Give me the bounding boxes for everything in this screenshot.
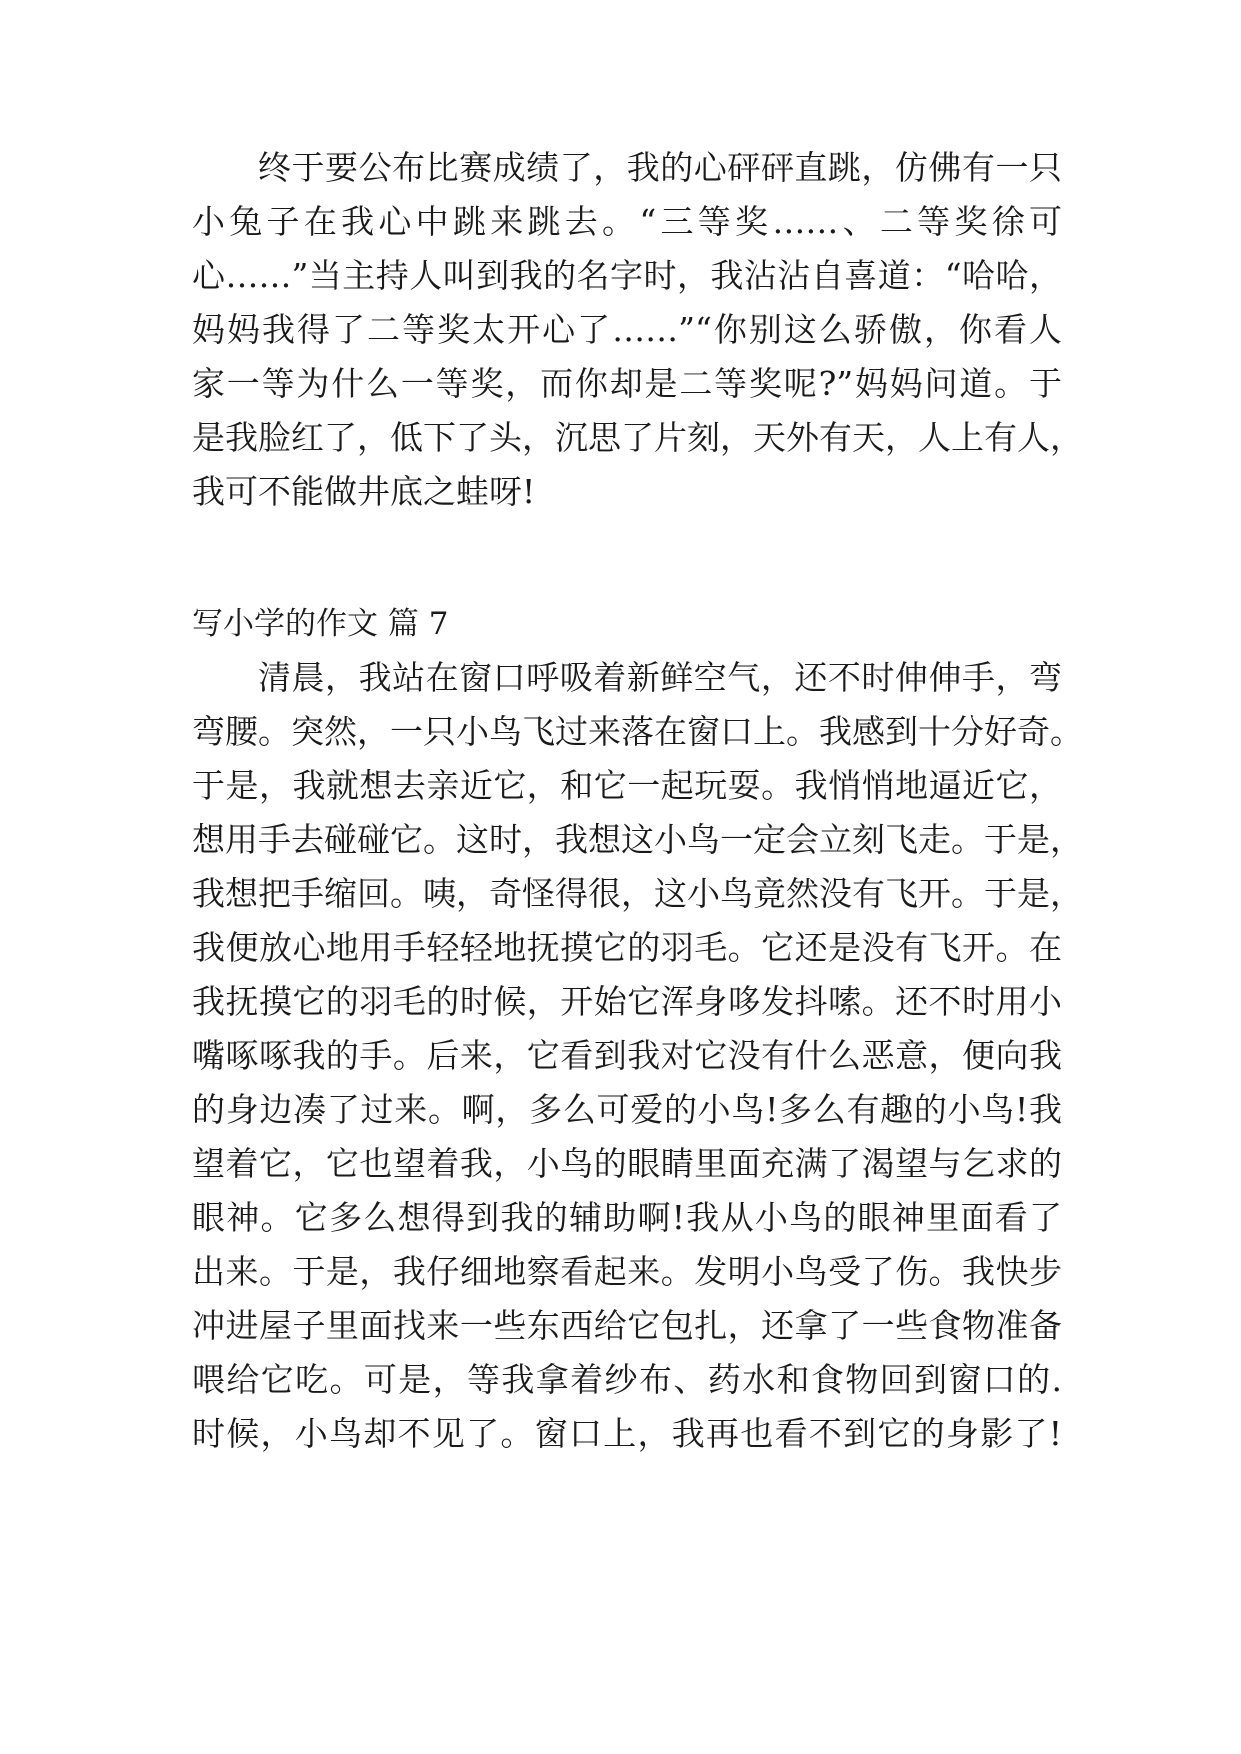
paragraph-1-line-1: 终于要公布比赛成绩了，我的心砰砰直跳，仿佛有一只 [258,148,1062,187]
paragraph-1-line-7: 我可不能做井底之蛙呀! [192,472,536,511]
paragraph-2-line-14: 喂给它吃。可是，等我拿着纱布、药水和食物回到窗口的. [192,1360,1062,1399]
paragraph-2-line-12: 出来。于是，我仔细地察看起来。发明小鸟受了伤。我快步 [192,1252,1062,1291]
section-title: 写小学的作文 篇 7 [192,606,449,642]
paragraph-2-line-11: 眼神。它多么想得到我的辅助啊!我从小鸟的眼神里面看了 [192,1198,1062,1237]
paragraph-1-line-2: 小兔子在我心中跳来跳去。“三等奖……、二等奖徐可 [192,202,1062,241]
paragraph-2-line-8: 嘴啄啄我的手。后来，它看到我对它没有什么恶意，便向我 [192,1036,1062,1075]
paragraph-1-line-6: 是我脸红了，低下了头，沉思了片刻，天外有天，人上有人， [192,418,1083,457]
paragraph-2-line-5: 我想把手缩回。咦，奇怪得很，这小鸟竟然没有飞开。于是， [192,874,1083,913]
paragraph-2-line-6: 我便放心地用手轻轻地抚摸它的羽毛。它还是没有飞开。在 [192,928,1062,967]
paragraph-1-line-4: 妈妈我得了二等奖太开心了……”“你别这么骄傲，你看人 [192,310,1062,349]
paragraph-2-line-3: 于是，我就想去亲近它，和它一起玩耍。我悄悄地逼近它， [192,766,1062,805]
paragraph-2-line-4: 想用手去碰碰它。这时，我想这小鸟一定会立刻飞走。于是， [192,820,1083,859]
paragraph-1-line-5: 家一等为什么一等奖，而你却是二等奖呢?”妈妈问道。于 [192,364,1062,403]
paragraph-2-line-9: 的身边凑了过来。啊，多么可爱的小鸟!多么有趣的小鸟!我 [192,1090,1062,1129]
paragraph-2-line-15: 时候，小鸟却不见了。窗口上，我再也看不到它的身影了! [192,1414,1062,1453]
paragraph-1-line-3: 心……”当主持人叫到我的名字时，我沾沾自喜道：“哈哈， [192,256,1062,295]
paragraph-2-line-10: 望着它，它也望着我，小鸟的眼睛里面充满了渴望与乞求的 [192,1144,1062,1183]
paragraph-2-line-7: 我抚摸它的羽毛的时候，开始它浑身哆发抖嗦。还不时用小 [192,982,1062,1021]
paragraph-2-line-13: 冲进屋子里面找来一些东西给它包扎，还拿了一些食物准备 [192,1306,1062,1345]
paragraph-2-line-2: 弯腰。突然，一只小鸟飞过来落在窗口上。我感到十分好奇。 [192,712,1083,751]
paragraph-2-line-1: 清晨，我站在窗口呼吸着新鲜空气，还不时伸伸手，弯 [258,658,1062,697]
